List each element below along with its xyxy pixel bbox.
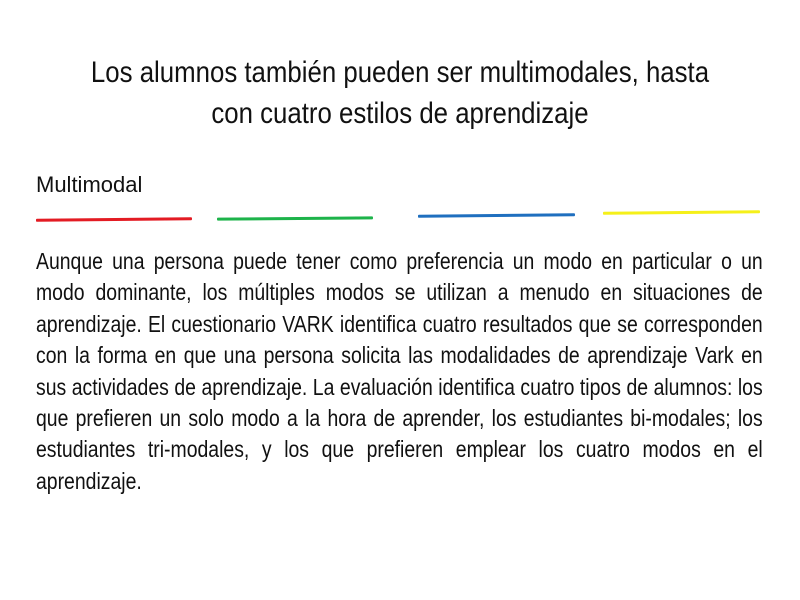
subheading: Multimodal [36, 172, 143, 197]
blue-divider-line [418, 213, 575, 218]
red-divider-line [36, 217, 192, 222]
yellow-divider-line [603, 210, 760, 215]
body-paragraph: Aunque una persona puede tener como preferencia un modo en particular o un modo dominante, los múltiples modos se utilizan a menudo en situaciones de aprendizaje. El cuestionario VARK identifica cuatro resultados que se corresponden con la forma en que una persona solicita las modalidades de aprendizaje Vark en sus actividades de aprendizaje. La evaluación identifica cuatro tipos de alumnos: los que prefieren un solo modo a la hora de aprender, los estudiantes bi-modales; los estudiantes tri-modales, y los que prefieren emplear los cuatro modos en el aprendizaje. [36, 248, 763, 494]
green-divider-line [217, 216, 373, 220]
slide-title: Los alumnos también pueden ser multimodales, hasta con cuatro estilos de aprendizaje [90, 56, 710, 130]
